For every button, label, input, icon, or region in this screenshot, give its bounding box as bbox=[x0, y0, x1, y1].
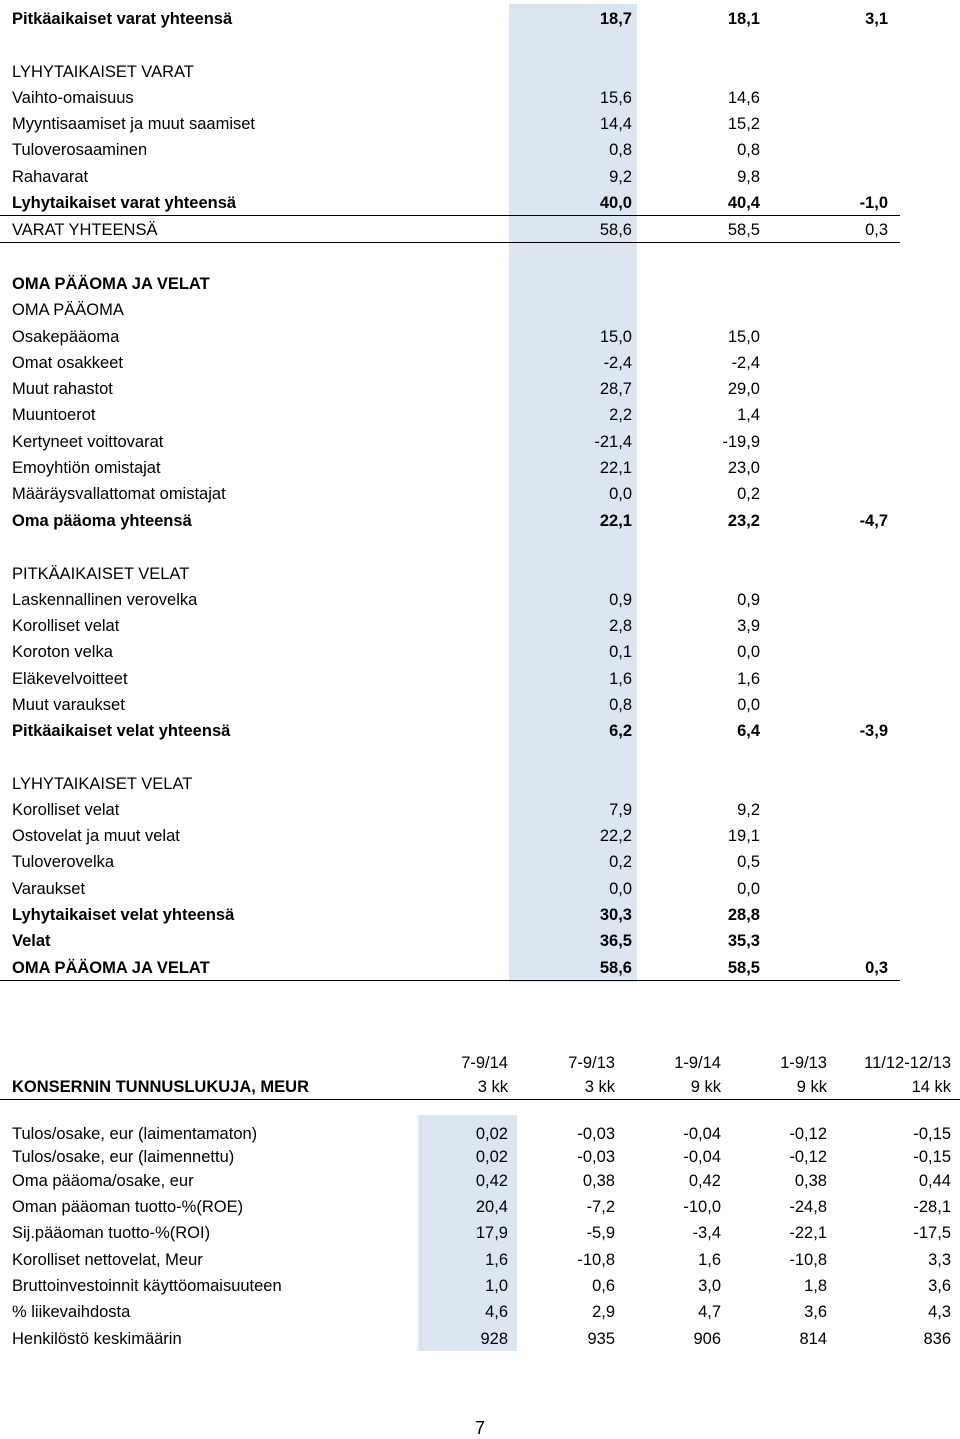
value-col-2: 9,8 bbox=[737, 168, 760, 186]
value-col-3: -4,7 bbox=[859, 512, 888, 530]
value-cell: 3,0 bbox=[698, 1277, 721, 1295]
value-cell: -0,03 bbox=[577, 1148, 615, 1166]
row-label: LYHYTAIKAISET VARAT bbox=[12, 63, 194, 81]
value-col-2: 0,9 bbox=[737, 591, 760, 609]
value-col-3: 0,3 bbox=[865, 221, 888, 239]
duration-label: 9 kk bbox=[796, 1078, 827, 1096]
row-label: Oman pääoman tuotto-%(ROE) bbox=[12, 1198, 244, 1216]
value-col-1: 14,4 bbox=[599, 115, 632, 133]
row-label: Lyhytaikaiset varat yhteensä bbox=[12, 194, 237, 212]
value-col-1: 2,8 bbox=[609, 617, 632, 635]
key-figure-row bbox=[0, 1122, 960, 1146]
balance-row bbox=[0, 667, 900, 691]
value-col-1: 0,1 bbox=[609, 643, 632, 661]
row-label: Vaihto-omaisuus bbox=[12, 89, 134, 107]
value-col-2: 0,8 bbox=[737, 141, 760, 159]
value-cell: -10,8 bbox=[789, 1251, 827, 1269]
balance-row bbox=[0, 403, 900, 427]
value-cell: 2,9 bbox=[592, 1303, 615, 1321]
value-cell: 836 bbox=[923, 1330, 951, 1348]
value-col-1: 58,6 bbox=[599, 959, 632, 977]
value-col-2: 6,4 bbox=[737, 722, 760, 740]
key-figures-period-header bbox=[0, 1051, 960, 1075]
key-figure-row bbox=[0, 1300, 960, 1324]
value-cell: 17,9 bbox=[475, 1224, 508, 1242]
balance-row bbox=[0, 272, 900, 296]
value-col-1: 0,8 bbox=[609, 141, 632, 159]
period-label: 1-9/14 bbox=[674, 1054, 721, 1072]
balance-row bbox=[0, 191, 900, 216]
value-cell: -24,8 bbox=[789, 1198, 827, 1216]
value-col-1: 0,9 bbox=[609, 591, 632, 609]
value-cell: 814 bbox=[799, 1330, 827, 1348]
value-col-2: 15,2 bbox=[727, 115, 760, 133]
value-cell: -0,04 bbox=[683, 1125, 721, 1143]
value-cell: -0,12 bbox=[789, 1125, 827, 1143]
row-label: Tuloverosaaminen bbox=[12, 141, 148, 159]
balance-row bbox=[0, 850, 900, 874]
row-label: Tulos/osake, eur (laimentamaton) bbox=[12, 1125, 258, 1143]
key-figure-row bbox=[0, 1169, 960, 1193]
row-label: Henkilöstö keskimäärin bbox=[12, 1330, 182, 1348]
value-cell: 928 bbox=[480, 1330, 508, 1348]
value-cell: 1,6 bbox=[485, 1251, 508, 1269]
key-figures-title: KONSERNIN TUNNUSLUKUJA, MEUR bbox=[12, 1078, 310, 1096]
value-cell: 3,3 bbox=[928, 1251, 951, 1269]
row-label: OMA PÄÄOMA JA VELAT bbox=[12, 275, 210, 293]
page-number: 7 bbox=[474, 1418, 485, 1438]
balance-row bbox=[0, 138, 900, 162]
value-col-2: 0,2 bbox=[737, 485, 760, 503]
period-label: 11/12-12/13 bbox=[864, 1054, 951, 1072]
value-cell: 1,6 bbox=[698, 1251, 721, 1269]
key-figure-row bbox=[0, 1221, 960, 1245]
value-cell: 0,38 bbox=[794, 1172, 827, 1190]
row-label: Korolliset velat bbox=[12, 801, 120, 819]
balance-row bbox=[0, 929, 900, 953]
value-col-2: 35,3 bbox=[727, 932, 760, 950]
value-col-1: 22,1 bbox=[599, 512, 632, 530]
value-cell: -3,4 bbox=[692, 1224, 721, 1242]
value-col-2: 14,6 bbox=[727, 89, 760, 107]
balance-row bbox=[0, 562, 900, 586]
value-col-2: -19,9 bbox=[722, 433, 760, 451]
value-cell: 4,7 bbox=[698, 1303, 721, 1321]
value-col-1: 2,2 bbox=[609, 406, 632, 424]
balance-row bbox=[0, 640, 900, 664]
row-label: Velat bbox=[12, 932, 51, 950]
balance-row bbox=[0, 456, 900, 480]
value-col-1: 9,2 bbox=[609, 168, 632, 186]
balance-row bbox=[0, 509, 900, 533]
value-col-1: 22,2 bbox=[599, 827, 632, 845]
row-label: Rahavarat bbox=[12, 168, 89, 186]
value-cell: -17,5 bbox=[913, 1224, 951, 1242]
duration-label: 14 kk bbox=[911, 1078, 951, 1096]
balance-row bbox=[0, 325, 900, 349]
value-col-1: 0,8 bbox=[609, 696, 632, 714]
value-col-2: 29,0 bbox=[727, 380, 760, 398]
duration-label: 3 kk bbox=[584, 1078, 615, 1096]
balance-row bbox=[0, 165, 900, 189]
value-col-2: 23,2 bbox=[727, 512, 760, 530]
balance-row bbox=[0, 588, 900, 612]
row-label: Osakepääoma bbox=[12, 328, 120, 346]
row-label: Oma pääoma yhteensä bbox=[12, 512, 192, 530]
value-cell: 1,0 bbox=[485, 1277, 508, 1295]
period-label: 7-9/13 bbox=[568, 1054, 615, 1072]
value-cell: -7,2 bbox=[586, 1198, 615, 1216]
value-col-1: 6,2 bbox=[609, 722, 632, 740]
row-label: Tuloverovelka bbox=[12, 853, 115, 871]
value-col-1: -21,4 bbox=[594, 433, 632, 451]
value-col-1: 18,7 bbox=[599, 10, 632, 28]
row-label: Tulos/osake, eur (laimennettu) bbox=[12, 1148, 235, 1166]
balance-row bbox=[0, 614, 900, 638]
balance-row bbox=[0, 824, 900, 848]
value-col-1: 28,7 bbox=[599, 380, 632, 398]
row-label: Laskennallinen verovelka bbox=[12, 591, 198, 609]
balance-row bbox=[0, 877, 900, 901]
key-figure-row bbox=[0, 1274, 960, 1298]
row-label: Emoyhtiön omistajat bbox=[12, 459, 161, 477]
row-label: OMA PÄÄOMA JA VELAT bbox=[12, 959, 210, 977]
value-col-2: 1,4 bbox=[737, 406, 760, 424]
value-col-2: 0,5 bbox=[737, 853, 760, 871]
value-col-1: 1,6 bbox=[609, 670, 632, 688]
value-cell: 0,02 bbox=[475, 1148, 508, 1166]
value-col-3: -1,0 bbox=[859, 194, 888, 212]
value-col-2: 15,0 bbox=[727, 328, 760, 346]
row-label: Oma pääoma/osake, eur bbox=[12, 1172, 194, 1190]
value-cell: 0,6 bbox=[592, 1277, 615, 1295]
row-label: Sij.pääoman tuotto-%(ROI) bbox=[12, 1224, 211, 1242]
row-label: Korolliset nettovelat, Meur bbox=[12, 1251, 203, 1269]
value-col-1: 36,5 bbox=[599, 932, 632, 950]
value-cell: 0,38 bbox=[582, 1172, 615, 1190]
value-col-2: -2,4 bbox=[731, 354, 760, 372]
row-label: Eläkevelvoitteet bbox=[12, 670, 128, 688]
row-label: Kertyneet voittovarat bbox=[12, 433, 164, 451]
key-figure-row bbox=[0, 1145, 960, 1169]
row-label: Bruttoinvestoinnit käyttöomaisuuteen bbox=[12, 1277, 282, 1295]
value-col-2: 0,0 bbox=[737, 643, 760, 661]
value-cell: -10,8 bbox=[577, 1251, 615, 1269]
balance-row bbox=[0, 482, 900, 506]
value-cell: 0,02 bbox=[475, 1125, 508, 1143]
value-cell: -0,04 bbox=[683, 1148, 721, 1166]
value-cell: 1,8 bbox=[804, 1277, 827, 1295]
row-label: Myyntisaamiset ja muut saamiset bbox=[12, 115, 255, 133]
value-col-2: 19,1 bbox=[727, 827, 760, 845]
value-cell: 906 bbox=[693, 1330, 721, 1348]
balance-row bbox=[0, 798, 900, 822]
value-cell: -5,9 bbox=[586, 1224, 615, 1242]
value-col-1: 0,2 bbox=[609, 853, 632, 871]
balance-row bbox=[0, 60, 900, 84]
value-col-2: 40,4 bbox=[727, 194, 760, 212]
balance-row bbox=[0, 298, 900, 322]
row-label: Lyhytaikaiset velat yhteensä bbox=[12, 906, 235, 924]
value-col-2: 0,0 bbox=[737, 880, 760, 898]
value-cell: 3,6 bbox=[804, 1303, 827, 1321]
key-figure-row bbox=[0, 1327, 960, 1351]
value-col-1: -2,4 bbox=[603, 354, 632, 372]
value-col-3: -3,9 bbox=[859, 722, 888, 740]
value-col-1: 15,6 bbox=[599, 89, 632, 107]
value-cell: 935 bbox=[587, 1330, 615, 1348]
value-col-2: 23,0 bbox=[727, 459, 760, 477]
value-cell: -22,1 bbox=[789, 1224, 827, 1242]
value-cell: -0,03 bbox=[577, 1125, 615, 1143]
row-label: % liikevaihdosta bbox=[12, 1303, 131, 1321]
value-col-1: 15,0 bbox=[599, 328, 632, 346]
balance-row bbox=[0, 86, 900, 110]
key-figures-duration-header bbox=[0, 1075, 960, 1100]
value-col-2: 58,5 bbox=[727, 959, 760, 977]
row-label: Koroton velka bbox=[12, 643, 113, 661]
value-cell: 3,6 bbox=[928, 1277, 951, 1295]
value-col-2: 3,9 bbox=[737, 617, 760, 635]
value-cell: 0,42 bbox=[688, 1172, 721, 1190]
row-label: PITKÄAIKAISET VELAT bbox=[12, 565, 190, 583]
value-col-1: 7,9 bbox=[609, 801, 632, 819]
period-label: 7-9/14 bbox=[461, 1054, 508, 1072]
value-cell: -10,0 bbox=[683, 1198, 721, 1216]
key-figure-row bbox=[0, 1195, 960, 1219]
row-label: Pitkäaikaiset varat yhteensä bbox=[12, 10, 233, 28]
value-col-2: 28,8 bbox=[727, 906, 760, 924]
value-cell: 4,6 bbox=[485, 1303, 508, 1321]
value-col-2: 1,6 bbox=[737, 670, 760, 688]
duration-label: 3 kk bbox=[477, 1078, 508, 1096]
value-col-1: 58,6 bbox=[599, 221, 632, 239]
value-col-1: 22,1 bbox=[599, 459, 632, 477]
value-col-1: 40,0 bbox=[599, 194, 632, 212]
value-cell: -0,12 bbox=[789, 1148, 827, 1166]
row-label: OMA PÄÄOMA bbox=[12, 301, 124, 319]
value-cell: 0,44 bbox=[918, 1172, 951, 1190]
row-label: Ostovelat ja muut velat bbox=[12, 827, 180, 845]
value-col-1: 0,0 bbox=[609, 880, 632, 898]
balance-row bbox=[0, 719, 900, 743]
value-col-3: 0,3 bbox=[865, 959, 888, 977]
value-col-1: 0,0 bbox=[609, 485, 632, 503]
value-cell: 0,42 bbox=[475, 1172, 508, 1190]
balance-row bbox=[0, 772, 900, 796]
row-label: LYHYTAIKAISET VELAT bbox=[12, 775, 193, 793]
row-label: VARAT YHTEENSÄ bbox=[12, 221, 158, 239]
duration-label: 9 kk bbox=[690, 1078, 721, 1096]
balance-row bbox=[0, 112, 900, 136]
value-col-2: 18,1 bbox=[727, 10, 760, 28]
row-label: Pitkäaikaiset velat yhteensä bbox=[12, 722, 231, 740]
value-cell: -0,15 bbox=[913, 1148, 951, 1166]
row-label: Omat osakkeet bbox=[12, 354, 123, 372]
row-label: Muut rahastot bbox=[12, 380, 113, 398]
value-col-2: 58,5 bbox=[727, 221, 760, 239]
row-label: Määräysvallattomat omistajat bbox=[12, 485, 226, 503]
value-cell: 20,4 bbox=[475, 1198, 508, 1216]
value-cell: -28,1 bbox=[913, 1198, 951, 1216]
balance-row bbox=[0, 693, 900, 717]
row-label: Varaukset bbox=[12, 880, 86, 898]
key-figure-row bbox=[0, 1248, 960, 1272]
balance-row bbox=[0, 903, 900, 927]
row-label: Muuntoerot bbox=[12, 406, 96, 424]
value-cell: -0,15 bbox=[913, 1125, 951, 1143]
row-label: Muut varaukset bbox=[12, 696, 125, 714]
balance-row bbox=[0, 430, 900, 454]
balance-row bbox=[0, 377, 900, 401]
balance-row bbox=[0, 218, 900, 243]
balance-row bbox=[0, 956, 900, 981]
value-col-3: 3,1 bbox=[865, 10, 888, 28]
value-cell: 4,3 bbox=[928, 1303, 951, 1321]
value-col-1: 30,3 bbox=[599, 906, 632, 924]
balance-row bbox=[0, 351, 900, 375]
period-label: 1-9/13 bbox=[780, 1054, 827, 1072]
row-label: Korolliset velat bbox=[12, 617, 120, 635]
value-col-2: 9,2 bbox=[737, 801, 760, 819]
value-col-2: 0,0 bbox=[737, 696, 760, 714]
balance-row bbox=[0, 7, 900, 31]
